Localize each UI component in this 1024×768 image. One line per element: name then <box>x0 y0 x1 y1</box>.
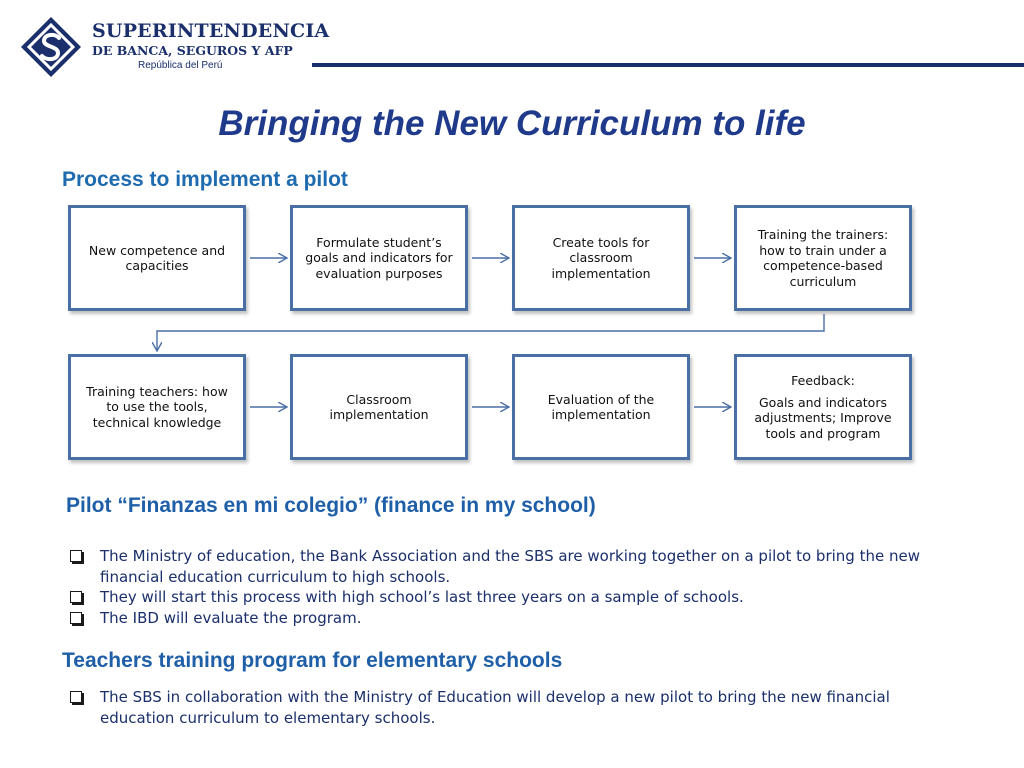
section-heading-pilot-process: Process to implement a pilot <box>62 168 348 191</box>
step-box-3 <box>512 205 690 311</box>
checkbox-bullet-icon <box>70 691 82 703</box>
pilot-bullet-list <box>68 546 948 628</box>
step-box-4 <box>734 205 912 311</box>
checkbox-bullet-icon <box>70 591 82 603</box>
step-box-1 <box>68 205 246 311</box>
list-item: The IBD will evaluate the program. <box>68 608 948 629</box>
step-box-5 <box>68 354 246 460</box>
step-box-7 <box>512 354 690 460</box>
sbs-diamond-icon <box>20 16 82 78</box>
list-item: They will start this process with high school’s last three years on a sample of schools. <box>68 587 948 608</box>
feedback-title: Feedback: <box>791 373 855 388</box>
logo-line3: República del Perú <box>138 60 223 71</box>
section-heading-pilot-finanzas: Pilot “Finanzas en mi colegio” (finance in my school) <box>66 494 596 517</box>
step-6-text: Classroom implementation <box>329 391 429 422</box>
step-5-text: Training teachers: how to use the tools, technical knowledge <box>86 383 228 430</box>
step-1-text: New competence and capacities <box>88 242 226 273</box>
list-item: The Ministry of education, the Bank Association and the SBS are working together on a pilot to bring the new financial education curriculum to high schools. <box>68 546 948 587</box>
section-heading-teachers-training: Teachers training program for elementary schools <box>62 649 563 672</box>
header-rule <box>312 63 1024 67</box>
page-title: Bringing the New Curriculum to life <box>218 104 806 143</box>
teachers-bullet-list <box>68 687 968 728</box>
logo-line1: SUPERINTENDENCIA <box>92 20 330 42</box>
step-3-text: Create tools for classroom implementation <box>551 234 651 281</box>
list-item: The SBS in collaboration with the Ministry of Education will develop a new pilot to bring the new financial education curriculum to elementary schools. <box>68 687 968 728</box>
arrow-4-5 <box>157 314 824 350</box>
step-4-text: Training the trainers: how to train under a competence-based curriculum <box>757 227 889 289</box>
checkbox-bullet-icon <box>70 612 82 624</box>
checkbox-bullet-icon <box>70 550 82 562</box>
step-box-feedback <box>734 354 912 460</box>
step-box-2 <box>290 205 468 311</box>
step-box-6 <box>290 354 468 460</box>
feedback-text: Goals and indicators adjustments; Improve tools and program <box>754 394 892 441</box>
step-7-text: Evaluation of the implementation <box>547 391 655 422</box>
sbs-logo <box>20 14 330 84</box>
step-2-text: Formulate student’s goals and indicators for evaluation purposes <box>305 234 453 281</box>
logo-line2: DE BANCA, SEGUROS Y AFP <box>92 43 293 58</box>
